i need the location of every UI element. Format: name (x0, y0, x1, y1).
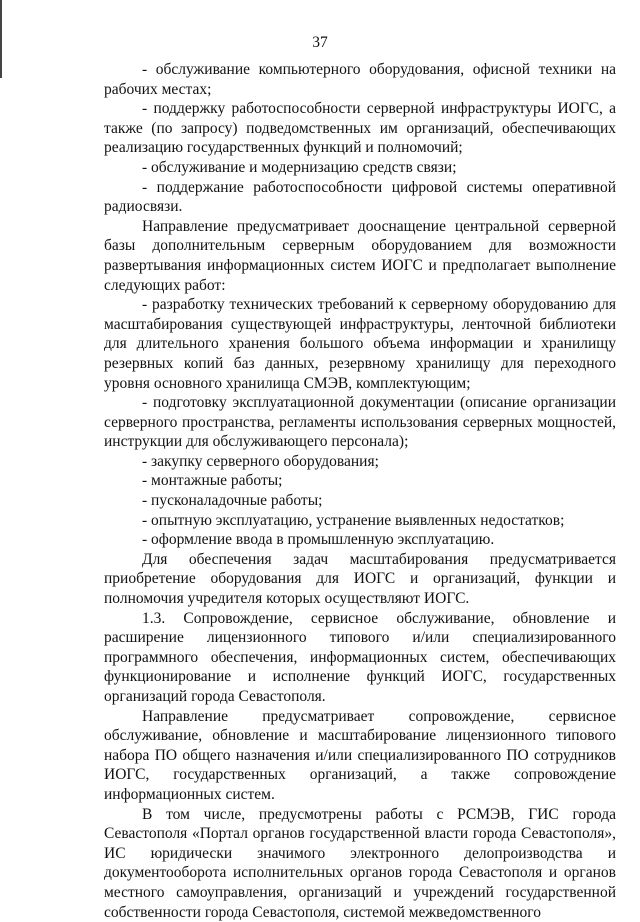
page-number: 37 (312, 34, 328, 51)
paragraph: Направление предусматривает дооснащение центральной серверной базы дополнительным серверным оборудованием для возможности развертывания информационных систем ИОГС и предполагает выполнение следующих работ: (104, 217, 616, 294)
list-item: - пусконаладочные работы; (142, 492, 323, 510)
list-item: - оформление ввода в промышленную эксплуатацию. (142, 531, 495, 549)
paragraph: В том числе, предусмотрены работы с РСМЭВ, ГИС города Севастополя «Портал органов государственной власти города Севастополя», ИС юридически значимого электронного делопроизводства и документооборота исполнительных органов города Севастополя и органов местного самоуправления, организаций и учреждений государственной собственности города Севастополя, системой межведомственного (104, 805, 616, 921)
document-body (104, 60, 616, 922)
section-paragraph: 1.3. Сопровождение, сервисное обслуживание, обновление и расширение лицензионного типового и/или специализированного программного обеспечения, информационных систем, обеспечивающих функционирование и исполнение функций ИОГС, государственных организаций города Севастополя. (104, 609, 616, 705)
list-item: - закупку серверного оборудования; (142, 452, 379, 470)
list-item: - обслуживание компьютерного оборудования, офисной техники на рабочих местах; (104, 61, 616, 98)
list-item: - разработку технических требований к серверному оборудованию для масштабирования существующей инфраструктуры, ленточной библиотеки для длительного хранения большого объема информации и хранилищу резервных копий баз данных, резервному хранилищу для переходного уровня основного хранилища СМЭВ, комплектующим; (104, 296, 616, 392)
list-item: - обслуживание и модернизацию средств связи; (142, 158, 457, 176)
paragraph: Для обеспечения задач масштабирования предусматривается приобретение оборудования для ИОГС и организаций, функции и полномочия учредителя которых осуществляют ИОГС. (104, 550, 616, 608)
list-item: - поддержку работоспособности серверной инфраструктуры ИОГС, а также (по запросу) подведомственных им организаций, обеспечивающих реализацию государственных функций и полномочий; (104, 100, 616, 157)
list-item: - монтажные работы; (142, 472, 283, 490)
list-item: - поддержание работоспособности цифровой системы оперативной радиосвязи. (104, 178, 616, 216)
paragraph: Направление предусматривает сопровождение, сервисное обслуживание, обновление и масштабирование лицензионного типового набора ПО общего назначения и/или специализированного ПО сотрудников ИОГС, государственных организаций, а также сопровождение информационных систем. (104, 707, 616, 803)
list-item: - подготовку эксплуатационной документации (описание организации серверного пространства, регламенты использования серверных мощностей, инструкции для обслуживающего персонала); (104, 394, 616, 451)
list-item: - опытную эксплуатацию, устранение выявленных недостатков; (142, 511, 565, 529)
